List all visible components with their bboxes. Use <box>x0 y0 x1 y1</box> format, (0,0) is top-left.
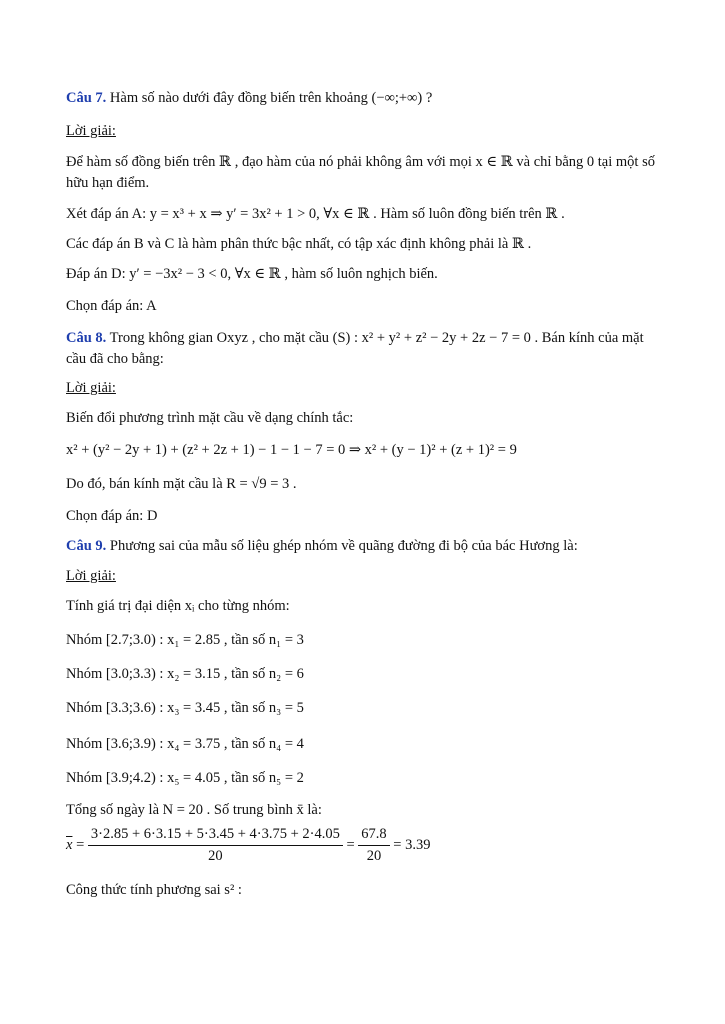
q9-label: Câu 9. <box>66 538 107 554</box>
q9-group-1: Nhóm [2.7;3.0) : x₁ = 2.85 , tần số n₁ = 3 <box>66 632 304 648</box>
q7-line-3: Các đáp án B và C là hàm phân thức bậc nhất, có tập xác định không phải là ℝ . <box>66 236 532 252</box>
mean-denominator-1: 20 <box>208 848 223 864</box>
q7-line-1: Để hàm số đồng biến trên ℝ , đạo hàm của nó phải không âm với mọi x ∈ ℝ và chỉ bằng 0 tại một số hữu hạn điểm. <box>66 154 655 191</box>
q9-question <box>66 536 578 557</box>
q9-loi-giai: Lời giải: <box>66 568 116 584</box>
q7-label: Câu 7. <box>66 90 107 106</box>
q8-line-3: Do đó, bán kính mặt cầu là R = √9 = 3 . <box>66 476 297 492</box>
q9-group-2: Nhóm [3.0;3.3) : x₂ = 3.15 , tần số n₂ = 6 <box>66 666 304 682</box>
mean-formula <box>66 826 430 865</box>
q9-line-1: Tính giá trị đại diện xᵢ cho từng nhóm: <box>66 598 290 614</box>
mean-numerator-1: 3·2.85 + 6·3.15 + 5·3.45 + 4·3.75 + 2·4.05 <box>88 826 343 846</box>
q8-loi-giai: Lời giải: <box>66 380 116 396</box>
q9-group-5: Nhóm [3.9;4.2) : x₅ = 4.05 , tần số n₅ = 2 <box>66 770 304 786</box>
q7-text: Hàm số nào dưới đây đồng biến trên khoảng (−∞;+∞) ? <box>109 90 433 106</box>
q8-answer: Chọn đáp án: D <box>66 508 158 524</box>
q8-text: Trong không gian Oxyz , cho mặt cầu (S) : x² + y² + z² − 2y + 2z − 7 = 0 . Bán kính của mặt cầu đã cho bằng: <box>66 330 644 367</box>
mean-equals-2: = <box>346 836 355 853</box>
mean-symbol: $\overline{x}$ <box>66 836 73 853</box>
q8-line-1: Biến đổi phương trình mặt cầu về dạng chính tắc: <box>66 410 354 426</box>
q9-group-3: Nhóm [3.3;3.6) : x₃ = 3.45 , tần số n₃ = 5 <box>66 700 304 716</box>
q9-line-3: Công thức tính phương sai s² : <box>66 882 242 898</box>
q8-label: Câu 8. <box>66 330 107 346</box>
q9-text: Phương sai của mẫu số liệu ghép nhóm về quãng đường đi bộ của bác Hương là: <box>109 538 578 554</box>
q7-answer: Chọn đáp án: A <box>66 298 157 314</box>
mean-fraction-1 <box>88 826 343 865</box>
q7-loi-giai: Lời giải: <box>66 123 116 139</box>
mean-denominator-2: 20 <box>366 848 382 864</box>
mean-fraction-2 <box>358 826 389 865</box>
q7-line-4: Đáp án D: y′ = −3x² − 3 < 0, ∀x ∈ ℝ , hàm số luôn nghịch biến. <box>66 266 438 282</box>
q8-question <box>66 328 666 370</box>
q8-line-2: x² + (y² − 2y + 1) + (z² + 2z + 1) − 1 − 1 − 7 = 0 ⇒ x² + (y − 1)² + (z + 1)² = 9 <box>66 442 517 458</box>
mean-equals: = <box>76 836 85 853</box>
q7-question <box>66 88 432 109</box>
q7-line-2: Xét đáp án A: y = x³ + x ⇒ y′ = 3x² + 1 > 0, ∀x ∈ ℝ . Hàm số luôn đồng biến trên ℝ . <box>66 206 565 222</box>
mean-numerator-2: 67.8 <box>358 826 389 846</box>
q9-group-4: Nhóm [3.6;3.9) : x₄ = 3.75 , tần số n₄ = 4 <box>66 736 304 752</box>
q9-line-2: Tổng số ngày là N = 20 . Số trung bình x̄ là: <box>66 802 322 818</box>
mean-result: = 3.39 <box>393 836 431 853</box>
